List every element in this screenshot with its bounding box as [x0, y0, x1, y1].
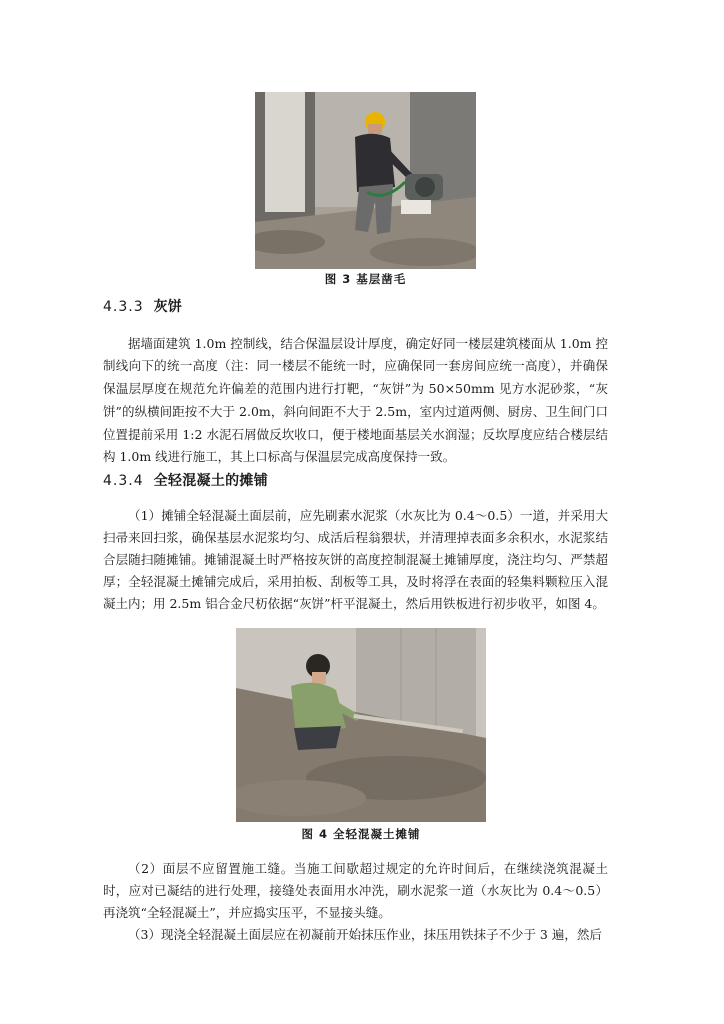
section-number: 4.3.4	[103, 473, 144, 489]
paragraph-spreading-2: （2）面层不应留置施工缝。当施工间歇超过规定的允许时间后，在继续浇筑混凝土时，应对已凝结的进行处理，接缝处表面用水冲洗，刷水泥浆一道（水灰比为 0.4～0.5）再浇筑“全轻混凝土”，并应捣实压平，不显接头缝。	[103, 860, 608, 920]
figure-3-photo	[255, 92, 476, 269]
paragraph-plaster-pads: 据墙面建筑 1.0m 控制线，结合保温层设计厚度，确定好同一楼层建筑楼面从 1.0m 控制线向下的统一高度（注：同一楼层不能统一时，应确保同一套房间应统一高度），并确保保温层厚度在规范允许偏差的范围内进行打靶，“灰饼”为 50×50mm 见方水泥砂浆，“灰饼”的纵横间距按不大于 2.0m，斜向间距不大于 2.5m，室内过道两侧、厨房、卫生间门口位置提前采用 1:2 水泥石屑做反坎收口，便于楼地面基层关水润湿；反坎厚度应结合楼层结构 1.0m 线进行施工，其上口标高与保温层完成高度保持一致。	[103, 335, 608, 465]
section-heading-4-3-4	[103, 470, 268, 490]
figure-3-caption: 图 3 基层凿毛	[324, 272, 407, 286]
figure-4-photo	[236, 628, 486, 822]
paragraph-spreading-3: （3）现浇全轻混凝土面层应在初凝前开始抹压作业，抹压用铁抹子不少于 3 遍，然后	[128, 926, 602, 942]
section-title: 灰饼	[153, 299, 183, 315]
figure-3-illustration	[255, 92, 476, 269]
figure-4-caption: 图 4 全轻混凝土摊铺	[301, 827, 421, 841]
section-heading-4-3-3	[103, 296, 182, 316]
section-title: 全轻混凝土的摊铺	[153, 473, 269, 489]
figure-4-illustration	[236, 628, 486, 822]
paragraph-spreading-1: （1）摊铺全轻混凝土面层前，应先刷素水泥浆（水灰比为 0.4～0.5）一道，并采用大扫帚来回扫浆，确保基层水泥浆均匀、成活后程翁猥状，并清理掉表面多余积水，水泥浆结合层随扫随摊铺。摊铺混凝土时严格按灰饼的高度控制混凝土摊铺厚度，浇注均匀、严禁超厚；全轻混凝土摊铺完成后，采用拍板、刮板等工具，及时将浮在表面的轻集料颗粒压入混凝土内；用 2.5m 铝合金尺杤依据“灰饼”杆平混凝土，然后用铁板进行初步收平，如图 4。	[103, 507, 608, 612]
section-number: 4.3.3	[103, 299, 144, 315]
